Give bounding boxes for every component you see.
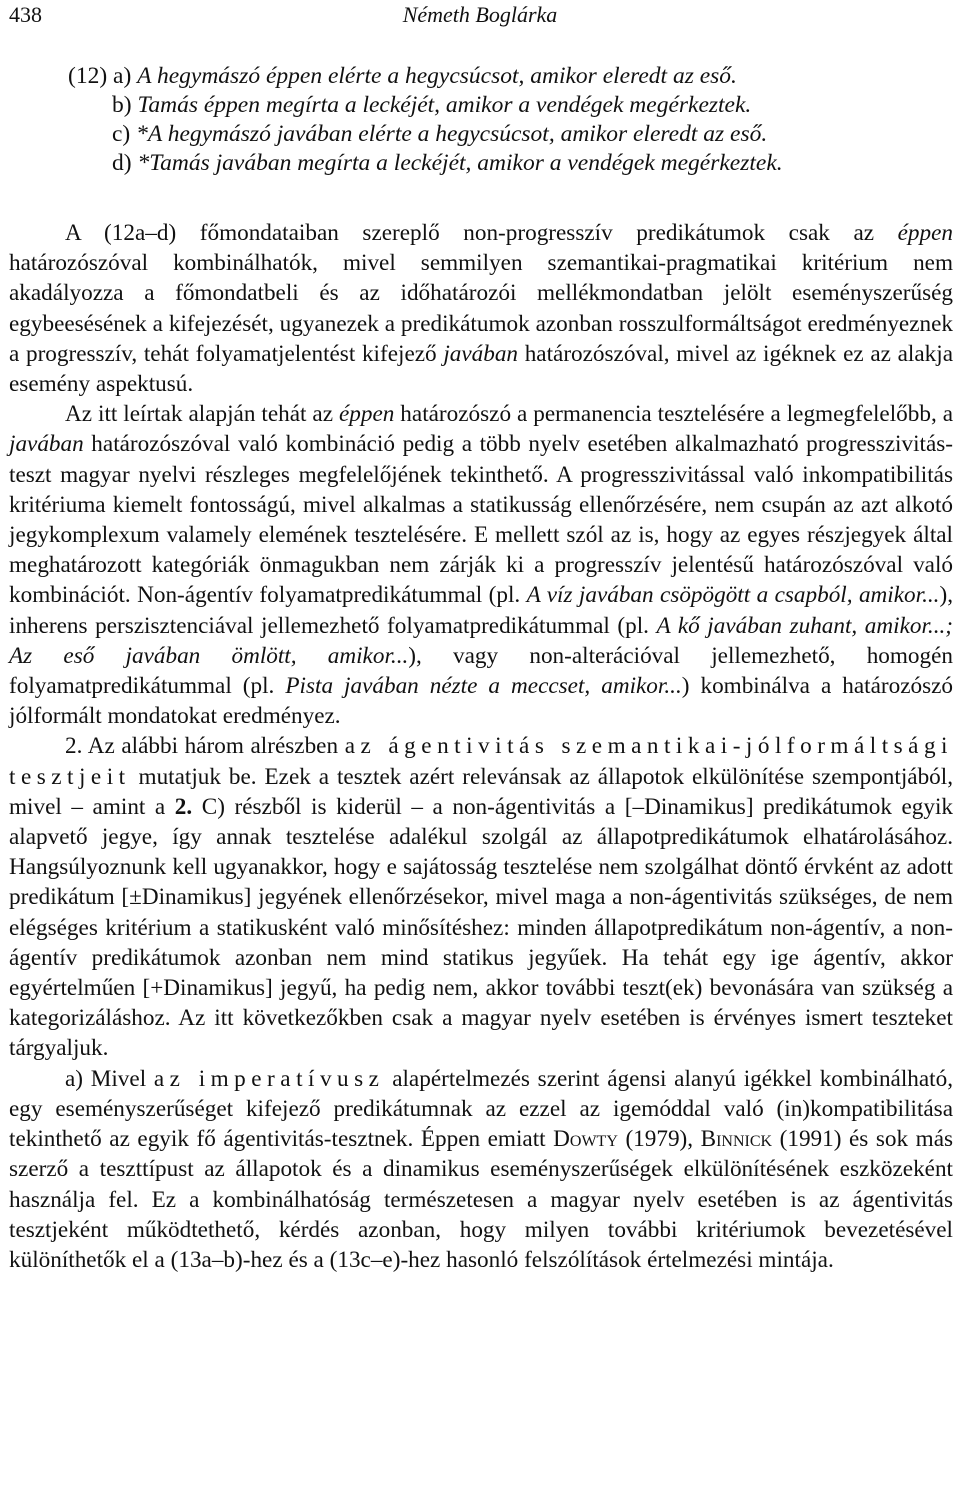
example-text: *A hegymászó javában elérte a hegycsúcsot, amikor eleredt az eső. bbox=[136, 121, 768, 147]
example-label: (12) a) bbox=[68, 63, 132, 89]
text-run: ), vagy non-alterációval jellemezhető, homogén folyamatpredikátummal (pl. bbox=[9, 642, 953, 700]
text-run: ), inherens perszisztenciával jellemezhető folyamatpredikátummal (pl. bbox=[9, 582, 953, 639]
paragraph bbox=[9, 1064, 953, 1275]
text-run: (1991) és sok más szerző a teszttípust az állapotok és a dinamikus eseményszerűségek elkülönítésének eszközeként használja fel. Ez a kombinálhatóság természetesen a magyar nyelv esetében is az ágentivitás tesztjeként működtethető, kérdés azonban, hogy milyen további kritériumok bevezetésével különíthetők el a (13a–b)-hez és a (13c–e)-hez hasonló felszólítások értelmezési mintája. bbox=[9, 1126, 954, 1273]
example-text: A hegymászó éppen elérte a hegycsúcsot, amikor eleredt az eső. bbox=[137, 63, 737, 89]
text-run: határozószóval való kombináció pedig a több nyelv esetében alkalmazható progresszivitás-teszt magyar nyelvi részleges megfelelőjének tekinthető. A progresszivitással való inkompatibilitás kritériuma kiemelt fontosságú, mivel alkalmas a statikusság ellenőrzésére, nem csupán az azt alkotó jegykomplexum valamely elemének tesztelésére. E mellett szól az is, hogy az egyes részjegyek által meghatározott kategóriák önmagukban nem zárják ki a progresszív jelentésű határozószóval való kombinációt. Non-ágentív folyamatpredikátummal (pl. bbox=[9, 431, 953, 609]
italic-term: éppen bbox=[897, 220, 953, 246]
text-run: a) Mivel bbox=[65, 1065, 154, 1092]
text-run: 2. Az alábbi három alrészben bbox=[65, 733, 345, 760]
italic-term: javában bbox=[443, 340, 519, 367]
example-label: c) bbox=[112, 121, 131, 147]
paragraph bbox=[9, 731, 953, 1063]
italic-term: éppen bbox=[338, 401, 395, 428]
text-run: Az itt leírtak alapján tehát az bbox=[65, 401, 339, 428]
example-line bbox=[68, 62, 948, 91]
example-text: Tamás éppen megírta a leckéjét, amikor a vendégek megérkeztek. bbox=[137, 92, 752, 118]
example-line bbox=[68, 120, 948, 149]
paragraph bbox=[9, 399, 953, 731]
example-text: *Tamás javában megírta a leckéjét, amikor a vendégek megérkeztek. bbox=[137, 150, 783, 176]
text-run: (1979), bbox=[617, 1126, 701, 1153]
text-run: A (12a–d) főmondataiban szereplő non-progresszív predikátumok csak az bbox=[65, 220, 898, 246]
running-head: Németh Boglárka bbox=[402, 2, 558, 27]
text-run: határozószó a permanencia tesztelésére a legmegfelelőbb, a bbox=[394, 401, 953, 428]
section-reference: 2. bbox=[174, 793, 193, 820]
example-line bbox=[68, 91, 948, 120]
body-text bbox=[9, 218, 953, 1275]
spaced-term: az ágentivitás szemantikai-jólformáltsági tesztjeit bbox=[9, 733, 953, 790]
example-label: d) bbox=[112, 150, 132, 176]
text-run: határozószóval kombinálhatók, mivel semmilyen szemantikai-pragmatikai kritérium nem akadályozza a főmondatbeli és az időhatározói mellékmondatban jelölt eseményszerűség egybeesésének a kifejezését, ugyanezek a predikátumok azonban rosszulformáltságot eredményeznek a progresszív, tehát folyamatjelentést kifejező bbox=[9, 250, 953, 367]
example-label: b) bbox=[112, 92, 132, 118]
example-line bbox=[68, 149, 948, 178]
italic-example: A kő javában zuhant, amikor...; Az eső javában ömlött, amikor... bbox=[9, 612, 954, 669]
text-run: C) részből is kiderül – a non-ágentivitás a [–Dinamikus] predikátumok egyik alapvető jegye, így annak tesztelése adalékul szolgál az állapotpredikátumok elhatárolásához. Hangsúlyoznunk kell ugyanakkor, hogy e sajátosság tesztelése nem szolgálhat döntő érvként az adott predikátum [±Dinamikus] jegyének ellenőrzésekor, mivel maga a non-ágentivitás szükséges, de nem elégséges kritérium a statikusként való minősítéshez: minden állapotpredikátum non-ágentív, a non-ágentív predikátumok azonban nem mind statikus jegyűek. Ha tehát egy ige ágentív, akkor egyértelműen [+Dinamikus] jegyű, ha pedig nem, akkor további teszt(ek) bevonására van szükség a kategorizáláshoz. Az itt következőkben csak a magyar nyelv esetében is érvényes ismert teszteket tárgyaljuk. bbox=[9, 793, 954, 1062]
text-run: ) kombinálva a határozószó jólformált mondatokat eredményez. bbox=[9, 673, 954, 730]
author-name: Binnick bbox=[700, 1126, 773, 1153]
page-number: 438 bbox=[9, 2, 42, 27]
text-run: mutatjuk be. Ezek a tesztek azért relevánsak az állapotok elkülönítése szempontjából, mivel – amint a bbox=[9, 763, 953, 820]
italic-example: A víz javában csöpögött a csapból, amikor... bbox=[526, 582, 940, 609]
spaced-term: az imperatívusz bbox=[153, 1065, 385, 1092]
text-run: alapértelmezés szerint ágensi alanyú igékkel kombinálható, egy eseményszerűséget kifejező predikátumnak az ezzel az igemóddal való (in)kompatibilitása tekinthető az egyik fő ágentivitás-tesztnek. Éppen emiatt bbox=[9, 1065, 954, 1153]
paragraph bbox=[9, 218, 953, 399]
italic-example: Pista javában nézte a meccset, amikor... bbox=[285, 673, 682, 700]
page-header bbox=[0, 2, 960, 34]
author-name: Dowty bbox=[553, 1126, 618, 1153]
italic-term: javában bbox=[9, 431, 84, 458]
text-run: határozószóval, mivel az igéknek ez az alakja esemény aspektusú. bbox=[9, 340, 953, 398]
example-list bbox=[68, 62, 948, 178]
